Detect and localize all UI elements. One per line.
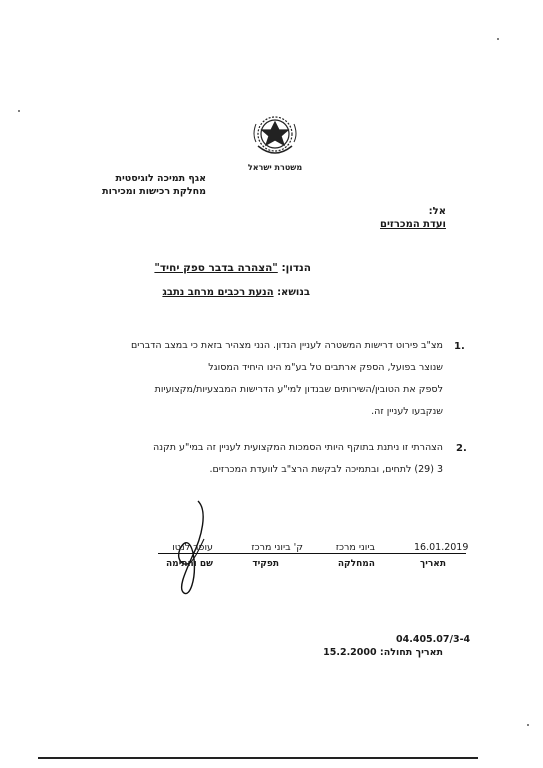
item-2-line-1: הצהרתי זו ניתנת בתוקף היותי הסמכות המקצועית לעניין זה במי"ע תקנה — [153, 442, 443, 453]
recipient-label: אל: — [428, 206, 446, 217]
label-department: המחלקה — [337, 559, 375, 569]
label-name-signature: שם וחתימה — [166, 559, 213, 569]
israel-police-emblem-icon — [238, 112, 312, 176]
recipient-block — [380, 205, 446, 231]
signature-line — [158, 553, 466, 554]
scan-speck — [18, 110, 20, 112]
department-header — [26, 172, 206, 198]
department-name: אגף תמיכה לוגיסטית — [115, 173, 206, 184]
item-1-line-4: שנקבעו לעניין זה. — [371, 406, 443, 417]
item-1-line-1: מצ"ב פירוט דרישות המשטרה לעניין הנדון. הנני מצהיר בזאת כי במצב הדברים — [130, 340, 443, 351]
effective-date: תאריך תחולה: 15.2.2000 — [323, 647, 443, 658]
subject-value: "הצהרה בדבר ספק יחיד" — [154, 262, 278, 274]
item-2-line-2: 3 (29) לתחים, ובתמיכה לבקשת הרצ"ב לוועדת המכרזים. — [209, 464, 443, 475]
item-1-text — [103, 335, 443, 423]
label-role: תפקיד — [252, 559, 279, 569]
signature-department-value: ביוני מרכז — [335, 542, 375, 553]
signature-date-value: 16.01.2019 — [414, 542, 469, 553]
signature-role-value: ק' ביוני מרכז — [251, 542, 303, 553]
item-1-line-2: שנוצר בפועל, הספק ארתבים טל בע"מ הינו היחיד המסוגל — [208, 362, 443, 373]
item-1-number: 1. — [454, 341, 465, 352]
emblem-caption: משטרת ישראל — [247, 163, 303, 172]
division-name: מחלקת רכישות ומכירות — [102, 186, 206, 197]
topic-value: הנעת רכבים מרחב נתבג — [162, 287, 274, 298]
form-number: 04.405.07/3-4 — [396, 634, 471, 645]
topic-line — [162, 286, 310, 300]
item-2-text — [103, 437, 443, 481]
topic-label: בנושא: — [277, 287, 310, 298]
scan-speck — [527, 724, 529, 726]
signature-name-value: עופר לנטו — [172, 542, 213, 553]
item-1-line-3: לספק את הטובין/השירותים שבנדון למי"ע הדרישות המבצעיות/מקצועיות — [154, 384, 443, 395]
handwritten-signature-icon — [168, 497, 218, 597]
label-date: תאריך — [420, 559, 446, 569]
subject-label: הנדון: — [281, 262, 311, 274]
item-2-number: 2. — [456, 443, 467, 454]
subject-line — [154, 261, 311, 275]
recipient-name: ועדת המכרזים — [380, 219, 446, 230]
bottom-rule — [38, 757, 478, 759]
scan-speck — [497, 38, 499, 40]
